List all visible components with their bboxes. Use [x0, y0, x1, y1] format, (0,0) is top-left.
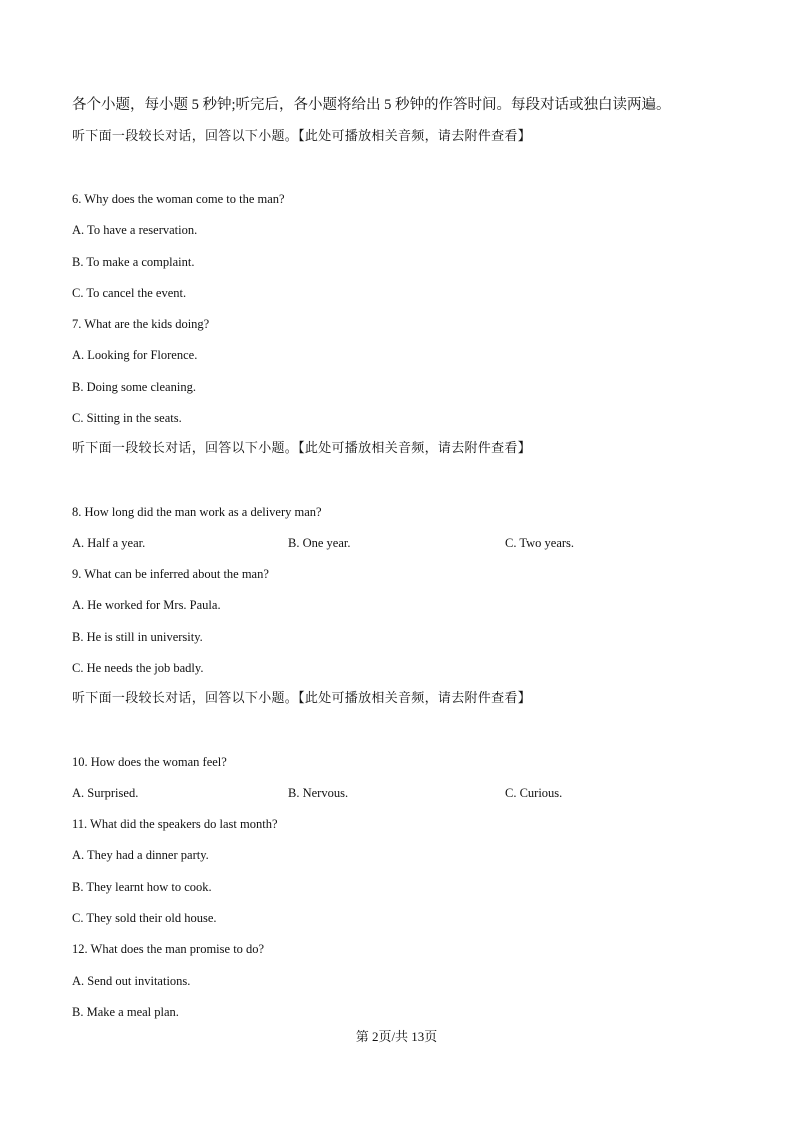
option-b: B. One year.	[288, 536, 351, 550]
question-stem: 11. What did the speakers do last month?	[72, 817, 278, 831]
option-c: C. Sitting in the seats.	[72, 411, 182, 425]
option-c: C. Two years.	[505, 536, 575, 550]
question-stem: 10. How does the woman feel?	[72, 755, 227, 769]
option-c: C. They sold their old house.	[72, 911, 217, 925]
question-stem: 8. How long did the man work as a delivery man?	[72, 505, 322, 519]
option-b: B. To make a complaint.	[72, 255, 195, 269]
option-b: B. Make a meal plan.	[72, 1005, 179, 1019]
option-b: B. He is still in university.	[72, 630, 203, 644]
section-heading: 听下面一段较长对话，回答以下小题。【此处可播放相关音频，请去附件查看】	[72, 441, 532, 456]
option-b: B. They learnt how to cook.	[72, 880, 212, 894]
option-a: A. Send out invitations.	[72, 974, 191, 988]
option-c: C. Curious.	[505, 786, 563, 800]
option-a: A. Looking for Florence.	[72, 348, 198, 362]
section-heading: 听下面一段较长对话，回答以下小题。【此处可播放相关音频，请去附件查看】	[72, 129, 532, 144]
option-a: A. Surprised.	[72, 786, 139, 800]
option-a: A. He worked for Mrs. Paula.	[72, 598, 221, 612]
question-stem: 12. What does the man promise to do?	[72, 942, 265, 956]
option-b: B. Doing some cleaning.	[72, 380, 196, 394]
question-stem: 9. What can be inferred about the man?	[72, 567, 269, 581]
question-stem: 6. Why does the woman come to the man?	[72, 192, 285, 206]
intro-text: 各个小题，每小题 5 秒钟;听完后，各小题将给出 5 秒钟的作答时间。每段对话或独白读两遍。	[72, 97, 671, 113]
options-row	[72, 535, 732, 551]
section-heading: 听下面一段较长对话，回答以下小题。【此处可播放相关音频，请去附件查看】	[72, 691, 532, 706]
option-a: A. Half a year.	[72, 536, 146, 550]
question-stem: 7. What are the kids doing?	[72, 317, 210, 331]
option-a: A. They had a dinner party.	[72, 848, 209, 862]
option-a: A. To have a reservation.	[72, 223, 198, 237]
options-row	[72, 785, 732, 801]
option-c: C. He needs the job badly.	[72, 661, 204, 675]
option-c: C. To cancel the event.	[72, 286, 187, 300]
option-b: B. Nervous.	[288, 786, 349, 800]
page-footer: 第 2页/共 13页	[355, 1029, 438, 1044]
